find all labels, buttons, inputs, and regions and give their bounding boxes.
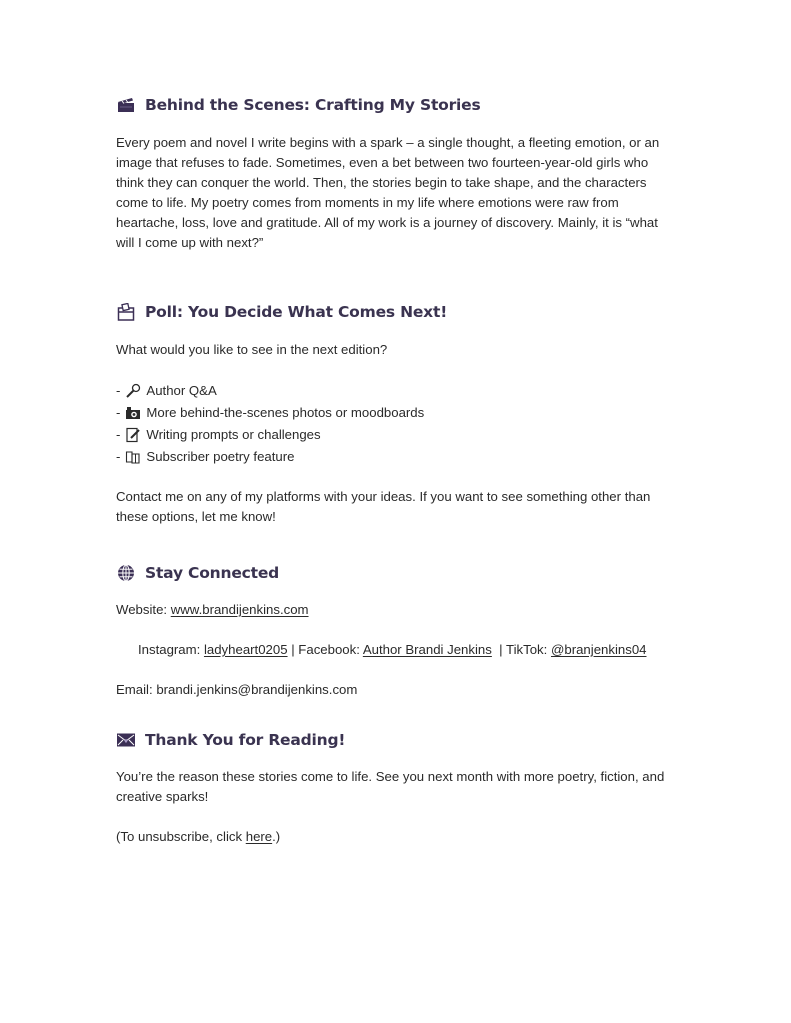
website-link[interactable]: www.brandijenkins.com <box>170 602 309 617</box>
dash: - <box>116 427 121 442</box>
body-line: You’re the reason these stories come to life. See you next month with more poetry, fiction, and <box>116 769 665 784</box>
body-line: Contact me on any of my platforms with your ideas. If you want to see something other than <box>116 489 651 504</box>
instagram-link[interactable]: ladyheart0205 <box>203 642 288 657</box>
thank-you-heading <box>116 731 345 749</box>
body-line: heartache, loss, love and gratitude. All of my work is a journey of discovery. Mainly, it is “what <box>116 215 658 230</box>
tiktok-label: | TikTok: <box>491 642 551 657</box>
website-line <box>116 600 676 620</box>
dash: - <box>116 449 121 464</box>
option-label: Author Q&A <box>146 383 217 398</box>
poll-option[interactable] <box>116 446 676 468</box>
body-line: Every poem and novel I write begins with a spark – a single thought, a fleeting emotion, or an <box>116 135 660 150</box>
dash: - <box>116 405 121 420</box>
memo-pencil-icon <box>125 427 141 443</box>
thank-you-body <box>116 767 676 807</box>
section-title: Behind the Scenes: Crafting My Stories <box>145 96 481 114</box>
poll-option[interactable] <box>116 424 676 446</box>
globe-icon <box>116 564 136 582</box>
microphone-icon <box>125 383 141 399</box>
body-line: come to life. My poetry comes from moments in my life where emotions were raw from <box>116 195 619 210</box>
website-label: Website: <box>116 602 171 617</box>
poll-footer <box>116 487 676 527</box>
stay-connected-heading <box>116 564 279 582</box>
facebook-link[interactable]: Author Brandi Jenkins <box>362 642 492 657</box>
email-address: brandi.jenkins@brandijenkins.com <box>156 682 358 697</box>
camera-flash-icon <box>125 405 141 421</box>
behind-the-scenes-body <box>116 133 676 253</box>
unsubscribe-text <box>116 827 676 847</box>
option-label: More behind-the-scenes photos or moodboards <box>146 405 425 420</box>
tiktok-link[interactable]: @branjenkins04 <box>550 642 647 657</box>
unsubscribe-prefix: (To unsubscribe, click <box>116 829 246 844</box>
section-title: Poll: You Decide What Comes Next! <box>145 303 448 321</box>
email-line <box>116 680 676 700</box>
poll-option[interactable] <box>116 402 676 424</box>
poll-heading <box>116 303 447 321</box>
section-title: Stay Connected <box>145 564 280 582</box>
behind-the-scenes-heading <box>116 96 481 114</box>
facebook-label: | Facebook: <box>287 642 363 657</box>
instagram-label: Instagram: <box>137 642 204 657</box>
section-title: Thank You for Reading! <box>145 731 346 749</box>
contact-info <box>116 600 676 700</box>
body-line: creative sparks! <box>116 789 209 804</box>
clapperboard-icon <box>116 96 136 114</box>
envelope-heart-icon <box>116 731 136 749</box>
body-line: image that refuses to fade. Sometimes, even a bet between two fourteen-year-old girls who <box>116 155 649 170</box>
poll-question <box>116 340 676 360</box>
poll-options <box>116 380 676 468</box>
unsubscribe-link[interactable]: here <box>245 829 273 844</box>
option-label: Writing prompts or challenges <box>146 427 321 442</box>
unsubscribe-suffix: .) <box>272 829 281 844</box>
option-label: Subscriber poetry feature <box>146 449 295 464</box>
social-line <box>116 620 676 680</box>
dash: - <box>116 383 121 398</box>
poll-option[interactable] <box>116 380 676 402</box>
question-text: What would you like to see in the next edition? <box>116 342 388 357</box>
email-label: Email: <box>116 682 157 697</box>
body-line: these options, let me know! <box>116 509 276 524</box>
unsubscribe-line <box>116 827 676 847</box>
books-icon <box>125 449 141 465</box>
ballot-box-icon <box>116 303 136 321</box>
body-line: think they can conquer the world. Then, the stories begin to take shape, and the characters <box>116 175 647 190</box>
body-line: will I come up with next?” <box>116 235 264 250</box>
